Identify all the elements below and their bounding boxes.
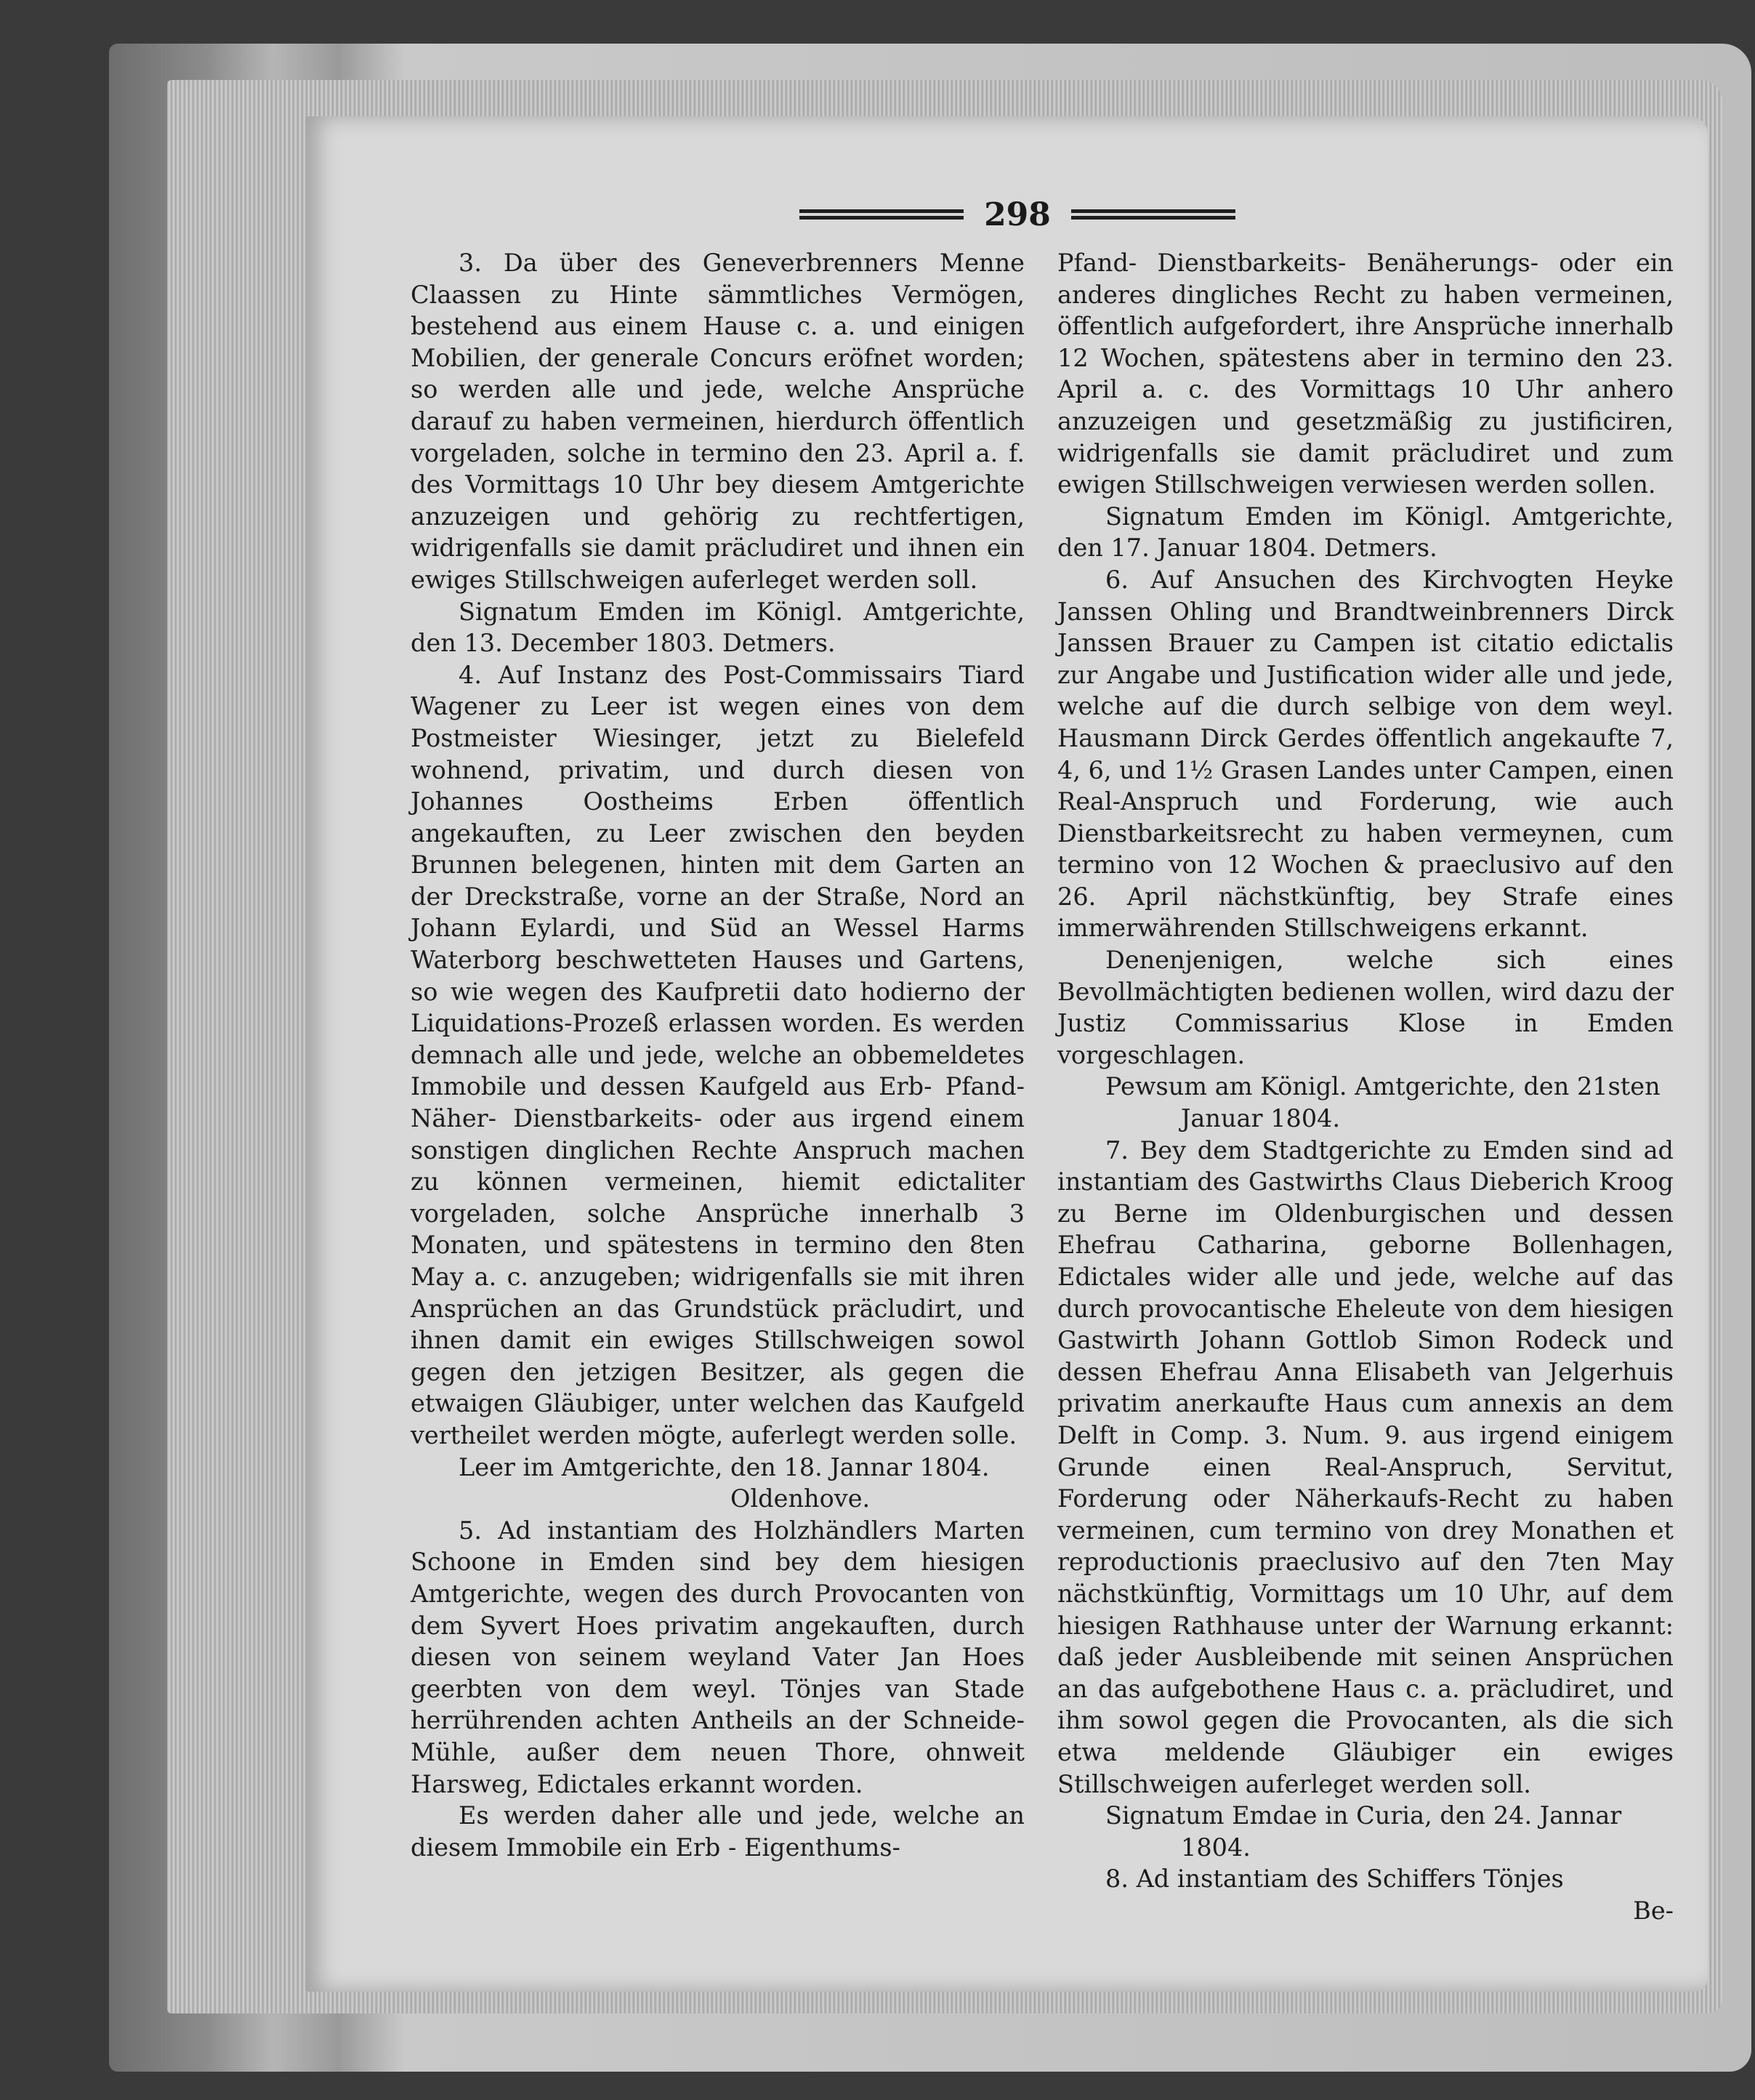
notice-3: 3. Da über des Geneverbrenners Menne Claassen zu Hinte sämmtliches Vermögen, bestehend aus einem Hause c. a. und einigen Mobilien, der generale Concurs eröfnet worden; so werden alle und jede, welche Ansprüche darauf zu haben vermeinen, hierdurch öffentlich vorgeladen, solche in termino den 23. April a. f. des Vormittags 10 Uhr bey diesem Amtgerichte anzuzeigen und gehörig zu rechtfertigen, widrigenfalls sie damit präcludiret und ihnen ein ewiges Stillschweigen auferleget werden soll. — [411, 249, 1025, 594]
notice-4-signature: Leer im Amtgerichte, den 18. Jannar 1804. — [459, 1452, 990, 1481]
notice-6-proxy: Denenjenigen, welche sich eines Bevollmächtigten bedienen wollen, wird dazu der Justiz Commissarius Klose in Emden vorgeschlagen. — [1057, 946, 1674, 1069]
notice-4: 4. Auf Instanz des Post-Commissairs Tiard Wagener zu Leer ist wegen eines von dem Postmeister Wiesinger, jetzt zu Bielefeld wohnend, privatim, und durch diesen von Johannes Oostheims Erben öffentlich angekauften, zu Leer zwischen den beyden Brunnen belegenen, hinten mit dem Garten an der Dreckstraße, vorne an der Straße, Nord an Johann Eylardi, und Süd an Wessel Harms Waterborg beschwetteten Hauses und Gartens, so wie wegen des Kaufpretii dato hodierno der Liquidations-Prozeß erlassen worden. Es werden demnach alle und jede, welche an obbemeldetes Immobile und dessen Kaufgeld aus Erb- Pfand- Näher- Dienstbarkeits- oder aus irgend einem sonstigen dinglichen Rechte Anspruch machen zu können vermeinen, hiemit edictaliter vorgeladen, solche Ansprüche innerhalb 3 Monaten, und spätestens in termino den 8ten May a. c. anzugeben; widrigenfalls sie mit ihren Ansprüchen an das Grundstück präcludirt, und ihnen damit ein ewiges Stillschweigen sowol gegen den jetzigen Besitzer, als gegen die etwaigen Gläubiger, unter welchen das Kaufgeld vertheilet werden mögte, auferlegt werden solle. — [411, 660, 1025, 1449]
notice-7-signature: Signatum Emdae in Curia, den 24. Jannar — [1105, 1801, 1622, 1830]
left-column — [411, 247, 1025, 1863]
notice-3-signature: Signatum Emden im Königl. Amtgerichte, den 13. December 1803. Detmers. — [411, 597, 1025, 658]
notice-7: 7. Bey dem Stadtgerichte zu Emden sind ad instantiam des Gastwirths Claus Dieberich Kroog zu Berne im Oldenburgischen und dessen Ehefrau Catharina, geborne Bollenhagen, Edictales wider alle und jede, welche auf das durch provocantische Eheleute von dem hiesigen Gastwirth Johann Gottlob Simon Rodeck und dessen Ehefrau Anna Elisabeth van Jelgerhuis privatim anerkaufte Haus cum annexis an dem Delft in Comp. 3. Num. 9. aus irgend einigem Grunde einen Real-Anspruch, Servitut, Forderung oder Näherkaufs-Recht zu haben vermeinen, cum termino von drey Monathen et reproductionis praeclusivo auf den 7ten May nächstkünftig, Vormittags um 10 Uhr, auf dem hiesigen Rathhause unter der Warnung erkannt: daß jeder Ausbleibende mit seinen Ansprüchen an das aufgebothene Haus c. a. präcludiret, und ihm sowol gegen die Provocanten, als die sich etwa meldende Gläubiger ein ewiges Stillschweigen auferleget werden soll. — [1057, 1135, 1674, 1798]
page-number: 298 — [984, 196, 1051, 233]
notice-6: 6. Auf Ansuchen des Kirchvogten Heyke Janssen Ohling und Brandtweinbrenners Dirck Janssen Brauer zu Campen ist citatio edictalis zur Angabe und Justification wider alle und jede, welche auf die durch selbige von dem weyl. Hausmann Dirck Gerdes öffentlich angekaufte 7, 4, 6, und 1½ Grasen Landes unter Campen, einen Real-Anspruch und Forderung, wie auch Dienstbarkeitsrecht zu haben vermeynen, cum termino von 12 Wochen & praeclusivo auf den 26. April nächstkünftig, bey Strafe eines immerwährenden Stillschweigens erkannt. — [1057, 565, 1674, 943]
page-header — [799, 196, 1235, 233]
notice-5-continued: Es werden daher alle und jede, welche an diesem Immobile ein Erb - Eigenthums- — [411, 1801, 1025, 1862]
notice-6-signature: Pewsum am Königl. Amtgerichte, den 21sten — [1105, 1072, 1661, 1101]
notice-5-conclusion: Pfand- Dienstbarkeits- Benäherungs- oder ein anderes dingliches Recht zu haben vermeinen, öffentlich aufgefordert, ihre Ansprüche innerhalb 12 Wochen, spätestens aber in termino den 23. April a. c. des Vormittags 10 Uhr anhero anzuzeigen und gesetzmäßig zu justificiren, widrigenfalls sie damit präcludiret und zum ewigen Stillschweigen verwiesen werden sollen. — [1057, 249, 1674, 499]
catchword: Be- — [1633, 1896, 1674, 1925]
notice-4-signer: Oldenhove. — [730, 1484, 871, 1513]
notice-7-date: 1804. — [1181, 1833, 1251, 1862]
right-column — [1057, 247, 1674, 1926]
notice-5: 5. Ad instantiam des Holzhändlers Marten Schoone in Emden sind bey dem hiesigen Amtgerichte, wegen des durch Provocanten von dem Syvert Hoes privatim angekauften, durch diesen von seinem weyland Vater Jan Hoes geerbten von dem weyl. Tönjes van Stade herrührenden achten Antheils an der Schneide-Mühle, außer dem neuen Thore, ohnweit Harsweg, Edictales erkannt worden. — [411, 1516, 1025, 1798]
header-rule-left — [799, 209, 964, 220]
header-rule-right — [1071, 209, 1235, 220]
notice-6-date: Januar 1804. — [1181, 1104, 1341, 1133]
notice-8: 8. Ad instantiam des Schiffers Tönjes — [1105, 1864, 1564, 1894]
notice-5-signature: Signatum Emden im Königl. Amtgerichte, den 17. Januar 1804. Detmers. — [1057, 502, 1674, 563]
